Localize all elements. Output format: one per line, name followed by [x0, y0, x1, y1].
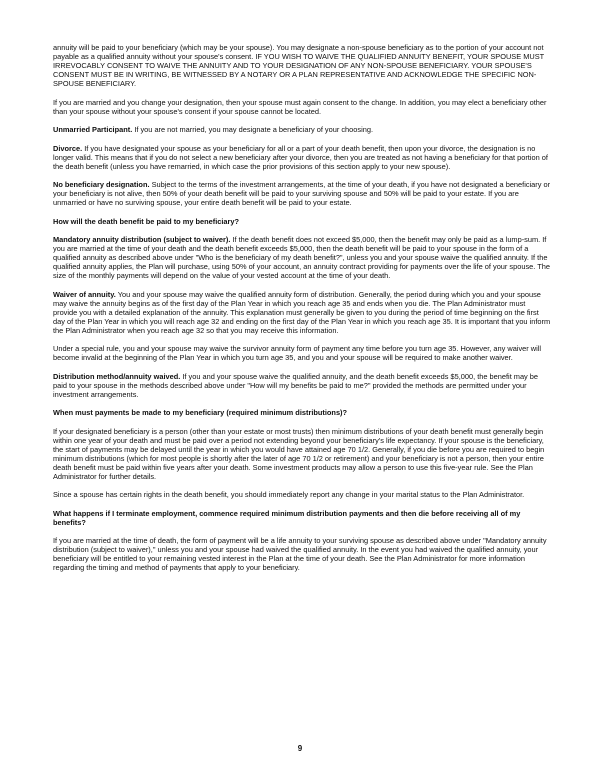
- paragraph-life-annuity: If you are married at the time of death, the form of payment will be a life annuity to your surviving spouse as described above under "Mandatory annuity distribution (subject to waiver)," unless you and your spouse had waived the qualified annuity. In the event you had waived the qualified annuity, your beneficiary will be entitled to your remaining vested interest in the Plan at the time of your death. See the Plan Administrator for more information regarding the timing and method of payments that apply to your beneficiary.: [53, 536, 547, 572]
- section-heading-required-minimum-distributions: When must payments be made to my beneficiary (required minimum distributions)?: [53, 408, 348, 417]
- paragraph-divorce: Divorce. If you have designated your spouse as your beneficiary for all or a part of your death benefit, then upon your divorce, the designation is no longer valid. This means that if you do not select a new beneficiary after your divorce, then you are treated as not having a beneficiary for that portion of the death benefit (unless you have remarried, in which case the prior provisions of this section apply to your new spouse).: [53, 143, 548, 171]
- section-heading-death-benefit-payment: How will the death benefit be paid to my beneficiary?: [53, 216, 240, 226]
- paragraph-distribution-method: Distribution method/annuity waived. If you and your spouse waive the qualified annuity, and the death benefit exceeds $5,000, the benefit may be paid to your spouse in the methods described above under "How will my benefits be paid to me?" provided the methods are permitted under your investment arrangements.: [53, 371, 539, 399]
- lead-mandatory-annuity: Mandatory annuity distribution (subject to waiver).: [53, 235, 231, 244]
- paragraph-marital-status: Since a spouse has certain rights in the death benefit, you should immediately report any change in your marital status to the Plan Administrator.: [53, 490, 525, 499]
- lead-divorce: Divorce.: [53, 143, 83, 153]
- paragraph-spousal-consent: annuity will be paid to your beneficiary (which may be your spouse). You may designate a non-spouse beneficiary as to the portion of your account not payable as a qualified annuity without your spouse's consent. IF YOU WISH TO WAIVE THE QUALIFIED ANNUITY BENEFIT, YOUR SPOUSE MUST IRREVOCABLY CONSENT TO WAIVE THE ANNUITY AND TO YOUR DESIGNATION OF ANY NON-SPOUSE BENEFICIARY. YOUR SPOUSE'S CONSENT MUST BE IN WRITING, BE WITNESSED BY A NOTARY OR A PLAN REPRESENTATIVE AND ACKNOWLEDGE THE SPECIFIC NON-SPOUSE BENEFICIARY.: [53, 43, 545, 88]
- paragraph-mandatory-annuity: Mandatory annuity distribution (subject to waiver). If the death benefit does not exceed $5,000, then the benefit may only be paid as a lump-sum. If you are married at the time of your death and the death benefit exceeds $5,000, then the death benefit will be paid to your spouse in the form of a qualified annuity as described above under "Who is the beneficiary of my death benefit?", unless you and your spouse waive the qualified annuity. If the qualified annuity applies, the Plan will purchase, using 50% of your account, an annuity contract providing for payments over the life of your spouse. The size of the monthly payments will depend on the value of your vested account at the time of your death.: [53, 235, 550, 280]
- paragraph-special-rule: Under a special rule, you and your spouse may waive the survivor annuity form of payment any time before you turn age 35. However, any waiver will become invalid at the beginning of the Plan Year in which you turn age 35, and you and your spouse will be required to make another waiver.: [53, 344, 542, 362]
- page-number: 9: [297, 744, 303, 753]
- lead-distribution-method: Distribution method/annuity waived.: [53, 371, 181, 381]
- paragraph-unmarried: Unmarried Participant. If you are not married, you may designate a beneficiary of your choosing.: [53, 125, 374, 134]
- lead-unmarried: Unmarried Participant.: [53, 125, 133, 134]
- document-page: [53, 43, 551, 582]
- section-heading-terminate-employment: What happens if I terminate employment, commence required minimum distribution payments and then die before receiving all of my benefits?: [53, 508, 521, 527]
- paragraph-minimum-distributions: If your designated beneficiary is a person (other than your estate or most trusts) then minimum distributions of your death benefit must generally begin within one year of your death and must be paid over a period not extending beyond your beneficiary's life expectancy. If your spouse is the beneficiary, the start of payments may be delayed until the year in which you would have attained age 70 1/2. Generally, if you die before you are required to begin minimum distributions (which for most people is shortly after the later of age 70 1/2 or retirement) and your beneficiary is not a person, then your entire death benefit must be paid within five years after your death. Some investment products may allow a person to use this five-year rule. See the Plan Administrator for further details.: [53, 426, 545, 481]
- paragraph-change-designation: If you are married and you change your designation, then your spouse must again consent to the change. In addition, you may elect a beneficiary other than your spouse without your spouse's consent if your spouse cannot be located.: [53, 97, 547, 116]
- paragraph-no-beneficiary: No beneficiary designation. Subject to the terms of the investment arrangements, at the time of your death, if you have not designated a beneficiary or your beneficiary is not alive, then 50% of your death benefit will be paid to your surviving spouse and 50% will be paid to your estate. If you are unmarried or have no surviving spouse, your entire death benefit will be paid to your estate.: [53, 180, 551, 207]
- lead-waiver: Waiver of annuity.: [53, 289, 116, 299]
- paragraph-waiver: Waiver of annuity. You and your spouse may waive the qualified annuity form of distribution. Generally, the period during which you and your spouse may waive the annuity begins as of the first day of the Plan Year in which you reach age 35 and ends when you die. The Plan Administrator must provide you with a detailed explanation of the annuity. This explanation must generally be given to you during the period of time beginning on the first day of the Plan Year in which you will reach age 32 and ending on the first day of the Plan Year in which you reach age 35. It is important that you inform the Plan Administrator when you reach age 32 so that you may receive this information.: [53, 289, 551, 335]
- lead-no-beneficiary: No beneficiary designation.: [53, 180, 150, 189]
